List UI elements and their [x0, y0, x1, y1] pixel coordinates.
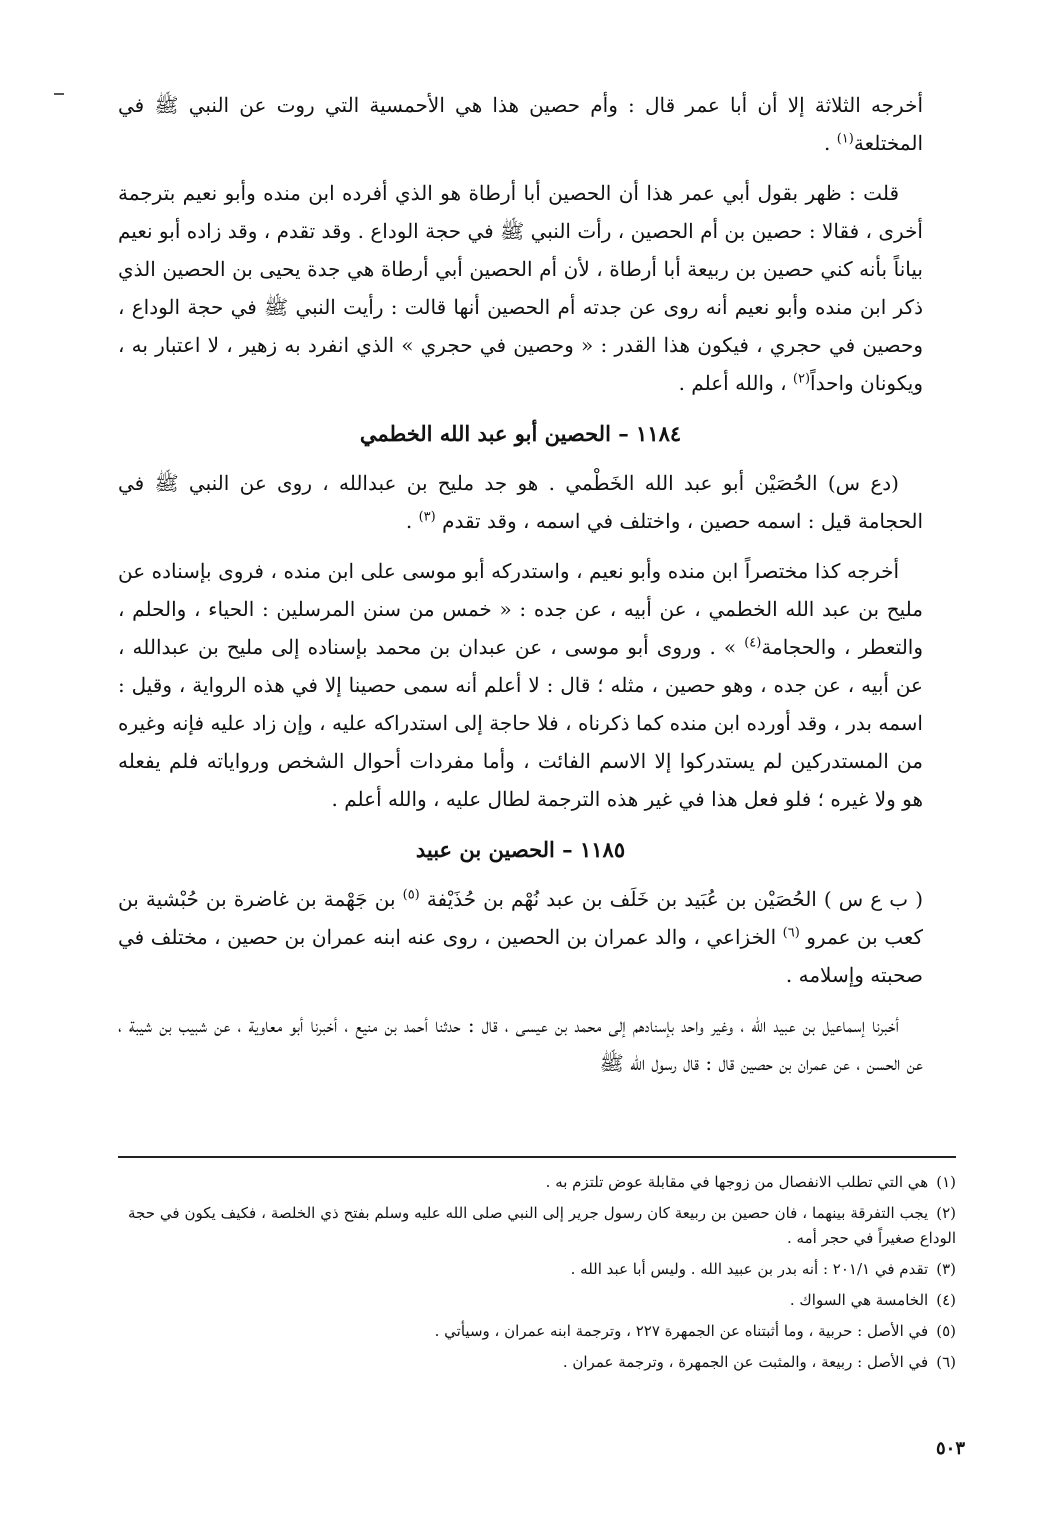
entry-1185-text-c: الخزاعي ، والد عمران بن الحصين ، روى عنه ابنه عمران بن حصين ، مختلف في صحبته وإسلامه . — [118, 925, 923, 987]
footnote-text: في الأصل : ربيعة ، والمثبت عن الجمهرة ، وترجمة عمران . — [562, 1353, 929, 1371]
footnote-text: تقدم في ٢٠١/١ : أنه بدر بن عبيد الله . وليس أبا عبد الله . — [570, 1260, 929, 1278]
footnote-number: (١) — [936, 1173, 956, 1191]
footnote-ref-1[interactable]: (١) — [836, 131, 854, 147]
footnote-text: يجب التفرقة بينهما ، فان حصين بن ربيعة كان رسول جرير إلى النبي صلى الله عليه وسلم بفتح ذي الخلصة ، فكيف يكون في حجة الوداع صغيراً في حجر أمه . — [128, 1204, 956, 1247]
footnote-6 — [128, 1350, 956, 1375]
entry-1185-text-b: بن جَهْمة بن غاضرة بن حُبْشية بن كعب بن عمرو — [118, 887, 923, 949]
footnote-divider — [118, 1156, 956, 1158]
entry-1185-paragraph-1 — [118, 880, 923, 994]
footnote-ref-5[interactable]: (٥) — [402, 887, 420, 903]
entry-1184-paragraph-2 — [118, 552, 923, 818]
page-number: ٥٠٣ — [935, 1438, 965, 1459]
footnote-1 — [128, 1170, 956, 1195]
entry-number: ١١٨٤ — [636, 421, 682, 446]
footnote-text: هي التي تطلب الانفصال من زوجها في مقابلة عوض تلتزم به . — [545, 1173, 929, 1191]
footnote-number: (٦) — [936, 1353, 956, 1371]
footnote-number: (٤) — [936, 1291, 956, 1309]
footnote-3 — [128, 1257, 956, 1282]
entry-1184-text-b: . — [405, 509, 419, 533]
footnote-number: (٢) — [936, 1204, 956, 1222]
footnotes — [128, 1170, 956, 1381]
footnote-ref-3[interactable]: (٣) — [418, 509, 436, 525]
entry-1184-text-a: (دع س) الحُصَيْن أبو عبد الله الخَطْمي . هو جد مليح بن عبدالله ، روى عن النبي ﷺ في الحجامة قيل : اسمه حصين ، واختلف في اسمه ، وقد تقدم — [118, 471, 923, 533]
footnote-text: في الأصل : حربية ، وما أثبتناه عن الجمهرة ٢٢٧ ، وترجمة ابنه عمران ، وسيأتي . — [434, 1322, 929, 1340]
footnote-number: (٥) — [936, 1322, 956, 1340]
entry-1184-paragraph-1 — [118, 464, 923, 540]
entry-number: ١١٨٥ — [580, 837, 626, 862]
footnote-text: الخامسة هي السواك . — [789, 1291, 929, 1309]
entry-title: – الحصين أبو عبد الله الخطمي — [359, 421, 629, 446]
footnote-ref-4[interactable]: (٤) — [744, 635, 762, 651]
footnote-4 — [128, 1288, 956, 1313]
paragraph-1-end: . — [823, 131, 837, 155]
entry-heading-1184 — [118, 414, 923, 454]
footnote-5 — [128, 1319, 956, 1344]
margin-mark — [54, 93, 64, 95]
paragraph-1-text: أخرجه الثلاثة إلا أن أبا عمر قال : وأم حصين هذا هي الأحمسية التي روت عن النبي ﷺ في المختلعة — [118, 93, 923, 155]
paragraph-2-text: قلت : ظهر بقول أبي عمر هذا أن الحصين أبا أرطاة هو الذي أفرده ابن منده وأبو نعيم بترجمة أخرى ، فقالا : حصين بن أم الحصين ، رأت النبي ﷺ في حجة الوداع . وقد تقدم ، وقد زاده أبو نعيم بياناً بأنه كني حصين بن ربيعة أبا أرطاة ، لأن أم الحصين أبي أرطاة هي جدة يحيى بن الحصين الذي ذكر ابن منده وأبو نعيم أنه روى عن جدته أم الحصين أنها قالت : رأيت النبي ﷺ في حجة الوداع ، وحصين في حجري ، فيكون هذا القدر : « وحصين في حجري » الذي انفرد به زهير ، لا اعتبار به ، ويكونان واحداً — [118, 181, 923, 395]
footnote-ref-6[interactable]: (٦) — [782, 925, 800, 941]
footnote-2 — [128, 1201, 956, 1251]
paragraph-1 — [118, 86, 923, 162]
footnote-number: (٣) — [936, 1260, 956, 1278]
footnote-ref-2[interactable]: (٢) — [792, 371, 811, 387]
entry-1184-text-d: » . وروى أبو موسى ، عن عبدان بن محمد بإسناده إلى مليح بن عبدالله ، عن أبيه ، عن جده ، وهو حصين ، مثله ؛ قال : لا أعلم أنه سمى حصينا إلا في هذه الرواية ، وقيل : اسمه بدر ، وقد أورده ابن منده كما ذكرناه ، فلا حاجة إلى استدراكه عليه ، وإن زاد عليه فإنه وغيره من المستدركين لم يستدركوا إلا الاسم الفائت ، وأما مفردات أحوال الشخص ورواياته فلم يفعله هو ولا غيره ؛ فلو فعل هذا في غير هذه الترجمة لطال عليه ، والله أعلم . — [118, 635, 923, 811]
entry-1185-paragraph-2: أخبرنا إسماعيل بن عبيد الله ، وغير واحد بإسنادهم إلى محمد بن عيسى ، قال : حدثنا أحمد بن منيع ، أخبرنا أبو معاوية ، عن شبيب بن شيبة ، عن الحسن ، عن عمران بن حصين قال : قال رسول الله ﷺ — [118, 1013, 923, 1075]
entry-heading-1185 — [118, 830, 923, 870]
entry-1185-text-a: ( ب ع س ) الحُصَيْن بن عُبَيد بن خَلَف بن عبد نُهْم بن حُذَيْفة — [426, 887, 923, 911]
entry-title: – الحصين بن عبيد — [415, 837, 573, 862]
paragraph-2 — [118, 174, 923, 402]
entry-1184-text-c: أخرجه كذا مختصراً ابن منده وأبو نعيم ، واستدركه أبو موسى على ابن منده ، فروى بإسناده عن مليح بن عبد الله الخطمي ، عن أبيه ، عن جده : « خمس من سنن المرسلين : الحياء ، والحلم ، والتعطر ، والحجامة — [118, 559, 923, 659]
paragraph-2-end: ، والله أعلم . — [678, 371, 793, 395]
